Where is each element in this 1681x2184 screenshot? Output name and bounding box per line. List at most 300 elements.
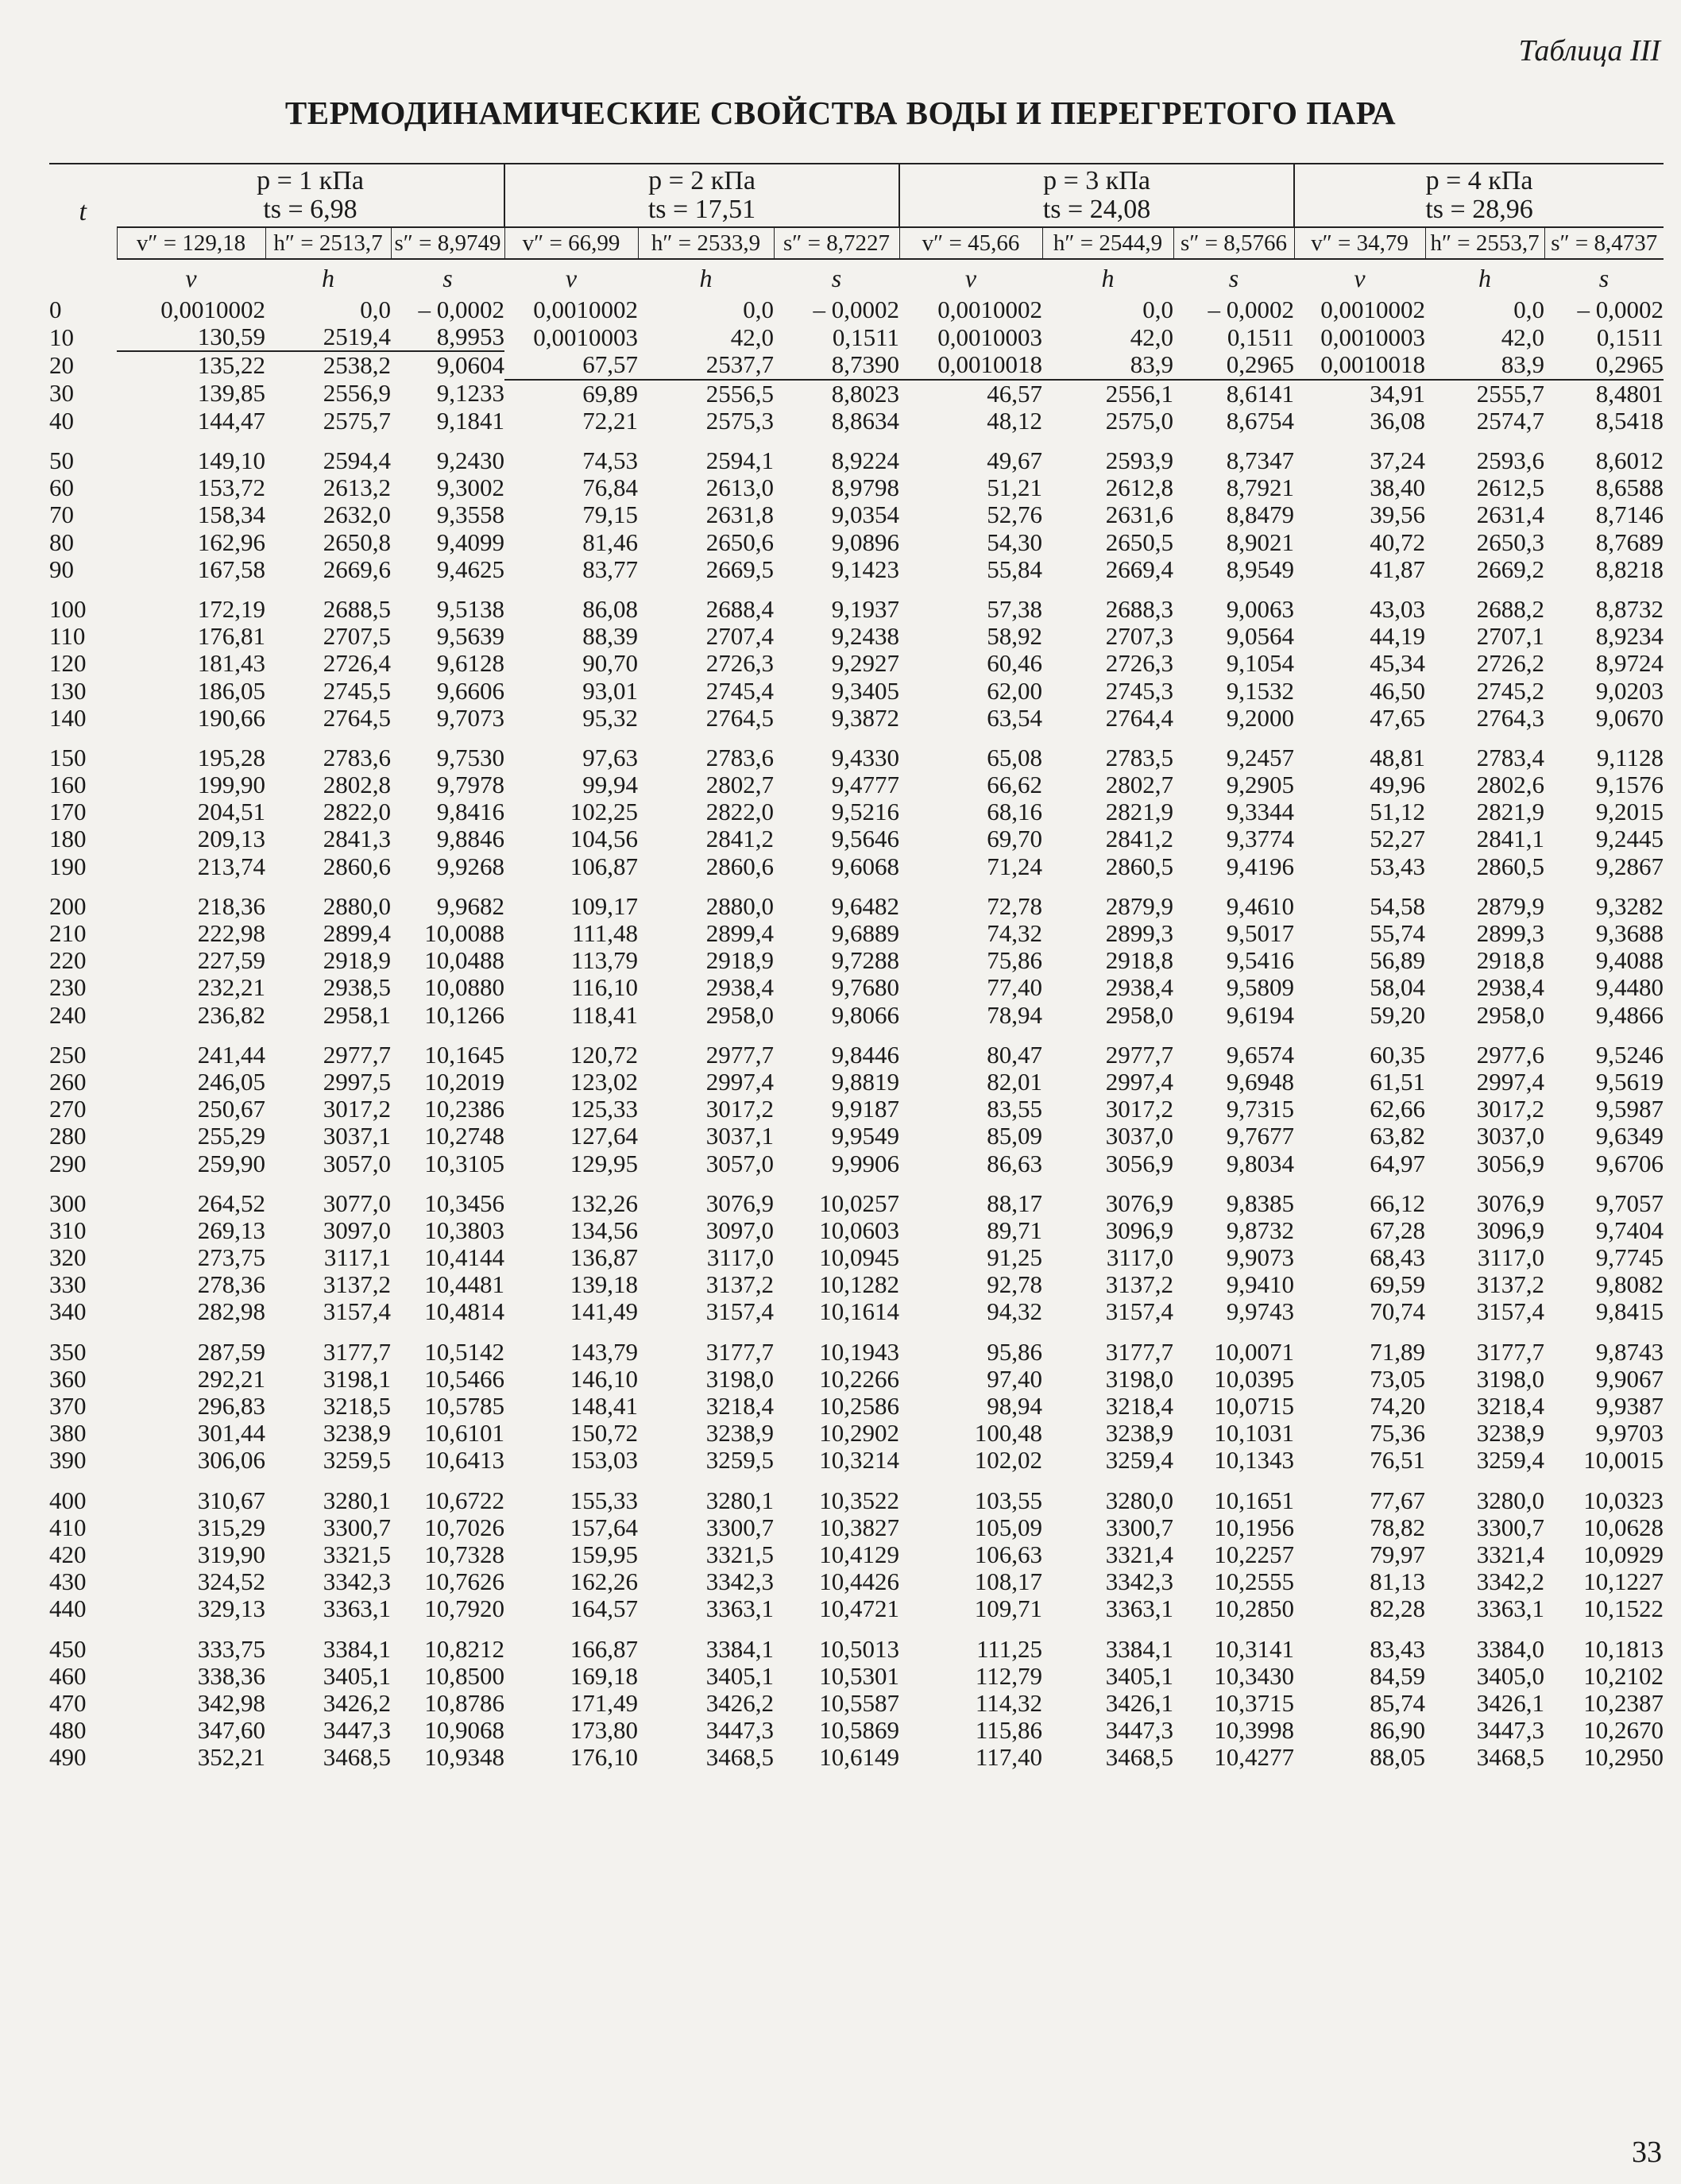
v-cell: 0,0010018 <box>899 351 1042 379</box>
temperature-cell: 380 <box>49 1419 87 1448</box>
v-cell: 0,0010002 <box>160 296 265 324</box>
v-cell: 57,38 <box>987 594 1043 623</box>
s-cell: 10,5785 <box>424 1392 504 1421</box>
s-cell: 10,0257 <box>819 1189 900 1217</box>
s-cell: 10,0628 <box>1583 1513 1664 1541</box>
h-cell: 3056,9 <box>1105 1149 1174 1177</box>
s-cell: 9,9703 <box>1595 1419 1664 1448</box>
h-cell: 2556,1 <box>1105 379 1174 408</box>
s-cell: 10,1266 <box>424 1000 504 1029</box>
s-cell: 9,5809 <box>1226 973 1295 1002</box>
v-cell: 136,87 <box>570 1243 638 1272</box>
sat-s: s″ = 8,4737 <box>1544 227 1664 259</box>
v-cell: 155,33 <box>570 1486 638 1514</box>
v-cell: 72,78 <box>987 891 1043 920</box>
column-label-row <box>49 259 1664 296</box>
v-cell: 77,67 <box>1370 1486 1426 1514</box>
h-cell: 3300,7 <box>705 1513 774 1541</box>
h-cell: 3157,4 <box>1476 1297 1545 1326</box>
table-row <box>49 1271 1664 1298</box>
h-cell: 3097,0 <box>705 1216 774 1244</box>
h-cell: 3137,2 <box>323 1270 391 1299</box>
s-cell: 10,1614 <box>819 1297 900 1326</box>
h-cell: 2631,4 <box>1476 501 1545 529</box>
h-cell: 2556,9 <box>323 379 391 408</box>
v-cell: 218,36 <box>197 891 265 920</box>
table-row <box>49 1217 1664 1244</box>
s-cell: 8,6141 <box>1226 379 1295 408</box>
v-cell: 134,56 <box>570 1216 638 1244</box>
h-cell: 2783,5 <box>1105 743 1174 771</box>
h-cell: 2707,1 <box>1476 622 1545 651</box>
h-cell: 2631,6 <box>1105 501 1174 529</box>
v-cell: 85,74 <box>1370 1688 1426 1717</box>
s-cell: 9,2927 <box>831 649 900 678</box>
h-cell: 2575,7 <box>323 406 391 435</box>
v-cell: 0,0010018 <box>1294 351 1425 379</box>
v-cell: 347,60 <box>197 1716 265 1745</box>
table-row <box>49 880 1664 920</box>
s-cell: 9,9906 <box>831 1149 900 1177</box>
s-cell: 9,9073 <box>1226 1243 1295 1272</box>
v-cell: 153,72 <box>197 474 265 502</box>
table-row <box>49 1393 1664 1420</box>
h-cell: 2650,3 <box>1476 528 1545 556</box>
h-cell: 2612,8 <box>1105 474 1174 502</box>
h-cell: 2899,4 <box>323 919 391 948</box>
s-cell: 8,8023 <box>831 379 900 408</box>
s-cell: 10,6149 <box>819 1743 900 1772</box>
h-cell: 2669,6 <box>323 555 391 583</box>
s-cell: 10,3456 <box>424 1189 504 1217</box>
temperature-cell: 190 <box>49 852 87 880</box>
s-cell: 10,2748 <box>424 1122 504 1150</box>
s-cell: 9,6948 <box>1226 1067 1295 1096</box>
pressure-label: p = 2 кПа <box>648 166 755 195</box>
h-cell: 0,0 <box>1513 296 1545 324</box>
v-cell: 55,84 <box>987 555 1043 583</box>
pressure-label: p = 1 кПа <box>257 166 364 195</box>
h-cell: 3096,9 <box>1476 1216 1545 1244</box>
s-cell: 10,7920 <box>424 1595 504 1623</box>
v-cell: 199,90 <box>197 771 265 799</box>
v-cell: 319,90 <box>197 1540 265 1568</box>
v-cell: 55,74 <box>1370 919 1426 948</box>
s-cell: 9,6574 <box>1226 1040 1295 1069</box>
s-cell: 9,8416 <box>436 798 504 826</box>
h-cell: 83,9 <box>1425 351 1544 379</box>
sat-s: s″ = 8,7227 <box>774 227 899 259</box>
s-cell: 10,9348 <box>424 1743 504 1772</box>
v-cell: 46,50 <box>1370 676 1426 705</box>
v-cell: 162,96 <box>197 528 265 556</box>
s-cell: 8,9224 <box>831 446 900 475</box>
s-cell: 9,0604 <box>436 351 504 380</box>
s-cell: 10,3998 <box>1214 1716 1295 1745</box>
temperature-cell: 70 <box>49 501 74 529</box>
pressure-header-row <box>49 164 1664 227</box>
v-cell: 91,25 <box>987 1243 1043 1272</box>
temperature-cell: 260 <box>49 1067 87 1096</box>
h-cell: 3468,5 <box>1476 1743 1545 1772</box>
s-cell: 10,0323 <box>1583 1486 1664 1514</box>
v-cell: 54,30 <box>987 528 1043 556</box>
sat-v: v″ = 45,66 <box>899 227 1042 259</box>
s-cell: 10,0715 <box>1214 1392 1295 1421</box>
s-cell: 8,7921 <box>1226 474 1295 502</box>
v-cell: 59,20 <box>1370 1000 1426 1029</box>
v-cell: 97,63 <box>582 743 638 771</box>
v-cell: 115,86 <box>975 1716 1043 1745</box>
s-cell: 8,9234 <box>1595 622 1664 651</box>
v-cell: 74,32 <box>987 919 1043 948</box>
h-cell: 3321,4 <box>1476 1540 1545 1568</box>
s-cell: 9,4610 <box>1226 891 1295 920</box>
table-row <box>49 351 1664 379</box>
h-cell: 42,0 <box>1130 323 1174 351</box>
h-cell: 3017,2 <box>1476 1095 1545 1123</box>
h-cell: 3218,5 <box>323 1392 391 1421</box>
temperature-cell: 170 <box>49 798 87 826</box>
s-cell: 9,4625 <box>436 555 504 583</box>
h-cell: 2783,6 <box>705 743 774 771</box>
v-cell: 86,63 <box>987 1149 1043 1177</box>
h-cell: 3037,0 <box>1105 1122 1174 1150</box>
v-cell: 58,04 <box>1370 973 1426 1002</box>
v-cell: 52,76 <box>987 501 1043 529</box>
table-row <box>49 677 1664 704</box>
s-cell: 10,2266 <box>819 1364 900 1393</box>
s-cell: 10,1031 <box>1214 1419 1295 1448</box>
s-cell: 9,8819 <box>831 1067 900 1096</box>
v-cell: 46,57 <box>987 379 1043 408</box>
h-cell: 3076,9 <box>1105 1189 1174 1217</box>
h-cell: 3321,5 <box>705 1540 774 1568</box>
h-cell: 3198,0 <box>705 1364 774 1393</box>
page-number: 33 <box>1632 2136 1662 2169</box>
s-cell: 9,2438 <box>831 622 900 651</box>
s-cell: 9,7978 <box>436 771 504 799</box>
h-cell: 2593,6 <box>1476 446 1545 475</box>
s-cell: 9,0564 <box>1226 622 1295 651</box>
temperature-cell: 160 <box>49 771 87 799</box>
h-cell: 2802,7 <box>705 771 774 799</box>
h-cell: 3300,7 <box>1476 1513 1545 1541</box>
s-cell: 9,6194 <box>1226 1000 1295 1029</box>
s-cell: 8,5418 <box>1595 406 1664 435</box>
h-cell: 3259,5 <box>323 1446 391 1475</box>
h-cell: 2669,5 <box>705 555 774 583</box>
temperature-cell: 440 <box>49 1595 87 1623</box>
table-row <box>49 1568 1664 1595</box>
v-cell: 100,48 <box>974 1419 1043 1448</box>
s-cell: 8,8218 <box>1595 555 1664 583</box>
h-cell: 2841,1 <box>1476 825 1545 853</box>
sat-s: s″ = 8,5766 <box>1173 227 1294 259</box>
s-cell: 10,4481 <box>424 1270 504 1299</box>
temperature-cell: 50 <box>49 446 74 475</box>
h-cell: 3300,7 <box>1105 1513 1174 1541</box>
h-cell: 2880,0 <box>705 891 774 920</box>
saturation-temperature: ts = 6,98 <box>263 195 357 224</box>
s-cell: – 0,0002 <box>1577 296 1664 324</box>
table-row <box>49 1366 1664 1393</box>
v-cell: 0,0010002 <box>1320 296 1426 324</box>
h-cell: 2879,9 <box>1476 891 1545 920</box>
v-cell: 150,72 <box>570 1419 638 1448</box>
h-cell: 2977,6 <box>1476 1040 1545 1069</box>
pressure-label: p = 4 кПа <box>1425 166 1533 195</box>
v-cell: 83,43 <box>1370 1634 1426 1663</box>
sat-s: s″ = 8,9749 <box>391 227 504 259</box>
s-cell: 10,9068 <box>424 1716 504 1745</box>
v-cell: 75,86 <box>987 946 1043 975</box>
v-cell: 79,97 <box>1370 1540 1426 1568</box>
s-cell: 9,2905 <box>1226 771 1295 799</box>
v-cell: 45,34 <box>1370 649 1426 678</box>
temperature-cell: 0 <box>49 296 62 324</box>
s-cell: 9,5619 <box>1595 1067 1664 1096</box>
s-cell: 9,8066 <box>831 1000 900 1029</box>
s-cell: 10,1651 <box>1214 1486 1295 1514</box>
v-cell: 116,10 <box>570 973 638 1002</box>
v-cell: 80,47 <box>987 1040 1043 1069</box>
h-cell: 2997,4 <box>705 1067 774 1096</box>
temperature-cell: 330 <box>49 1270 87 1299</box>
temperature-cell: 80 <box>49 528 74 556</box>
s-cell: 10,7026 <box>424 1513 504 1541</box>
h-cell: 2918,9 <box>705 946 774 975</box>
s-cell: 10,3827 <box>819 1513 900 1541</box>
h-cell: 2726,3 <box>1105 649 1174 678</box>
table-row <box>49 1595 1664 1622</box>
temperature-cell: 360 <box>49 1364 87 1393</box>
h-cell: 2860,6 <box>705 852 774 880</box>
h-cell: 2841,3 <box>323 825 391 853</box>
s-cell: 10,2387 <box>1583 1688 1664 1717</box>
h-cell: 2688,2 <box>1476 594 1545 623</box>
v-cell: 99,94 <box>582 771 638 799</box>
temperature-cell: 370 <box>49 1392 87 1421</box>
s-cell: 10,6413 <box>424 1446 504 1475</box>
h-cell: 2669,4 <box>1105 555 1174 583</box>
v-cell: 118,41 <box>570 1000 638 1029</box>
v-cell: 236,82 <box>197 1000 265 1029</box>
h-cell: 3157,4 <box>705 1297 774 1326</box>
s-cell: 9,9268 <box>436 852 504 880</box>
table-row <box>49 1029 1664 1069</box>
h-cell: 3280,0 <box>1105 1486 1174 1514</box>
s-cell: 10,4144 <box>424 1243 504 1272</box>
table-row <box>49 583 1664 623</box>
properties-table <box>49 163 1664 1771</box>
v-cell: 88,39 <box>582 622 638 651</box>
h-cell: 2613,0 <box>705 474 774 502</box>
s-cell: 8,9021 <box>1226 528 1295 556</box>
table-row <box>49 947 1664 974</box>
v-cell: 76,51 <box>1370 1446 1426 1475</box>
h-cell: 2613,2 <box>323 474 391 502</box>
v-cell: 58,92 <box>987 622 1043 651</box>
v-cell: 36,08 <box>1370 406 1426 435</box>
h-cell: 2918,8 <box>1476 946 1545 975</box>
v-cell: 227,59 <box>197 946 265 975</box>
v-cell: 0,0010002 <box>533 296 638 324</box>
temperature-cell: 490 <box>49 1743 87 1772</box>
v-cell: 60,35 <box>1370 1040 1426 1069</box>
s-cell: 10,5301 <box>819 1661 900 1690</box>
s-cell: 10,3522 <box>819 1486 900 1514</box>
s-cell: 10,3803 <box>424 1216 504 1244</box>
h-cell: 3198,0 <box>1476 1364 1545 1393</box>
s-cell: 9,7404 <box>1595 1216 1664 1244</box>
v-cell: 56,89 <box>1370 946 1426 975</box>
v-cell: 232,21 <box>197 973 265 1002</box>
v-cell: 120,72 <box>570 1040 638 1069</box>
v-cell: 114,32 <box>975 1688 1043 1717</box>
s-cell: – 0,0002 <box>1208 296 1295 324</box>
h-cell: 3447,3 <box>1105 1716 1174 1745</box>
h-cell: 3017,2 <box>323 1095 391 1123</box>
v-cell: 81,46 <box>582 528 638 556</box>
s-cell: 10,0880 <box>424 973 504 1002</box>
table-row <box>49 853 1664 880</box>
v-cell: 78,94 <box>987 1000 1043 1029</box>
v-cell: 153,03 <box>570 1446 638 1475</box>
col-h: h <box>1042 259 1173 296</box>
v-cell: 69,70 <box>987 825 1043 853</box>
v-cell: 143,79 <box>570 1337 638 1366</box>
h-cell: 2537,7 <box>638 351 774 379</box>
v-cell: 186,05 <box>197 676 265 705</box>
h-cell: 3468,5 <box>323 1743 391 1772</box>
h-cell: 2688,4 <box>705 594 774 623</box>
h-cell: 2764,3 <box>1476 703 1545 732</box>
v-cell: 49,67 <box>987 446 1043 475</box>
temperature-cell: 310 <box>49 1216 87 1244</box>
s-cell: 8,6588 <box>1595 474 1664 502</box>
v-cell: 79,15 <box>582 501 638 529</box>
v-cell: 39,56 <box>1370 501 1426 529</box>
s-cell: 8,8634 <box>831 406 900 435</box>
s-cell: 9,8732 <box>1226 1216 1295 1244</box>
v-cell: 246,05 <box>197 1067 265 1096</box>
h-cell: 3342,2 <box>1476 1567 1545 1596</box>
v-cell: 93,01 <box>582 676 638 705</box>
s-cell: 9,5639 <box>436 622 504 651</box>
h-cell: 3447,3 <box>1476 1716 1545 1745</box>
h-cell: 2958,0 <box>705 1000 774 1029</box>
table-row <box>49 380 1664 408</box>
s-cell: 9,1841 <box>436 406 504 435</box>
table-row <box>49 732 1664 771</box>
h-cell: 3037,1 <box>705 1122 774 1150</box>
h-cell: 2688,3 <box>1105 594 1174 623</box>
v-cell: 0,0010003 <box>1320 323 1426 351</box>
s-cell: 0,2965 <box>1544 351 1664 379</box>
h-cell: 42,0 <box>730 323 774 351</box>
table-row <box>49 798 1664 825</box>
s-cell: – 0,0002 <box>418 296 504 324</box>
v-cell: 264,52 <box>197 1189 265 1217</box>
temperature-cell: 480 <box>49 1716 87 1745</box>
v-cell: 171,49 <box>570 1688 638 1717</box>
temperature-cell: 430 <box>49 1567 87 1596</box>
h-cell: 3447,3 <box>323 1716 391 1745</box>
table-row <box>49 1541 1664 1568</box>
v-cell: 292,21 <box>197 1364 265 1393</box>
h-cell: 2707,3 <box>1105 622 1174 651</box>
s-cell: 9,9549 <box>831 1122 900 1150</box>
s-cell: 9,3344 <box>1226 798 1295 826</box>
s-cell: 0,1511 <box>1596 323 1664 351</box>
table-body <box>49 296 1664 1771</box>
h-cell: 2593,9 <box>1105 446 1174 475</box>
s-cell: 9,1937 <box>831 594 900 623</box>
temperature-cell: 230 <box>49 973 87 1002</box>
s-cell: 9,1233 <box>436 379 504 408</box>
h-cell: 2880,0 <box>323 891 391 920</box>
v-cell: 71,24 <box>987 852 1043 880</box>
v-cell: 95,32 <box>582 703 638 732</box>
s-cell: 9,4330 <box>831 743 900 771</box>
s-cell: 0,2965 <box>1173 351 1294 379</box>
h-cell: 3077,0 <box>323 1189 391 1217</box>
h-cell: 3280,0 <box>1476 1486 1545 1514</box>
v-cell: 48,81 <box>1370 743 1426 771</box>
h-cell: 2958,1 <box>323 1000 391 1029</box>
table-row <box>49 1420 1664 1447</box>
h-cell: 3137,2 <box>705 1270 774 1299</box>
v-cell: 159,95 <box>570 1540 638 1568</box>
s-cell: 9,2867 <box>1595 852 1664 880</box>
v-cell: 40,72 <box>1370 528 1426 556</box>
s-cell: – 0,0002 <box>813 296 900 324</box>
v-cell: 51,12 <box>1370 798 1426 826</box>
temperature-cell: 340 <box>49 1297 87 1326</box>
v-cell: 97,40 <box>987 1364 1043 1393</box>
s-cell: 10,3715 <box>1214 1688 1295 1717</box>
s-cell: 10,0015 <box>1583 1446 1664 1475</box>
h-cell: 2631,8 <box>705 501 774 529</box>
s-cell: 9,5246 <box>1595 1040 1664 1069</box>
temperature-cell: 30 <box>49 379 74 408</box>
table-row <box>49 556 1664 583</box>
h-cell: 3321,5 <box>323 1540 391 1568</box>
h-cell: 2977,7 <box>705 1040 774 1069</box>
s-cell: 9,0203 <box>1595 676 1664 705</box>
col-s: s <box>391 259 504 296</box>
h-cell: 2764,4 <box>1105 703 1174 732</box>
v-cell: 338,36 <box>197 1661 265 1690</box>
table-row <box>49 529 1664 556</box>
v-cell: 105,09 <box>974 1513 1043 1541</box>
s-cell: 10,3214 <box>819 1446 900 1475</box>
h-cell: 3177,7 <box>323 1337 391 1366</box>
s-cell: 9,2015 <box>1595 798 1664 826</box>
v-cell: 67,57 <box>504 351 638 379</box>
v-cell: 130,59 <box>117 323 265 351</box>
h-cell: 3280,1 <box>323 1486 391 1514</box>
s-cell: 10,1522 <box>1583 1595 1664 1623</box>
v-cell: 176,10 <box>570 1743 638 1772</box>
h-cell: 3363,1 <box>323 1595 391 1623</box>
temperature-cell: 460 <box>49 1661 87 1690</box>
s-cell: 9,8034 <box>1226 1149 1295 1177</box>
h-cell: 2802,7 <box>1105 771 1174 799</box>
col-s: s <box>1544 259 1664 296</box>
table-row <box>49 1298 1664 1325</box>
